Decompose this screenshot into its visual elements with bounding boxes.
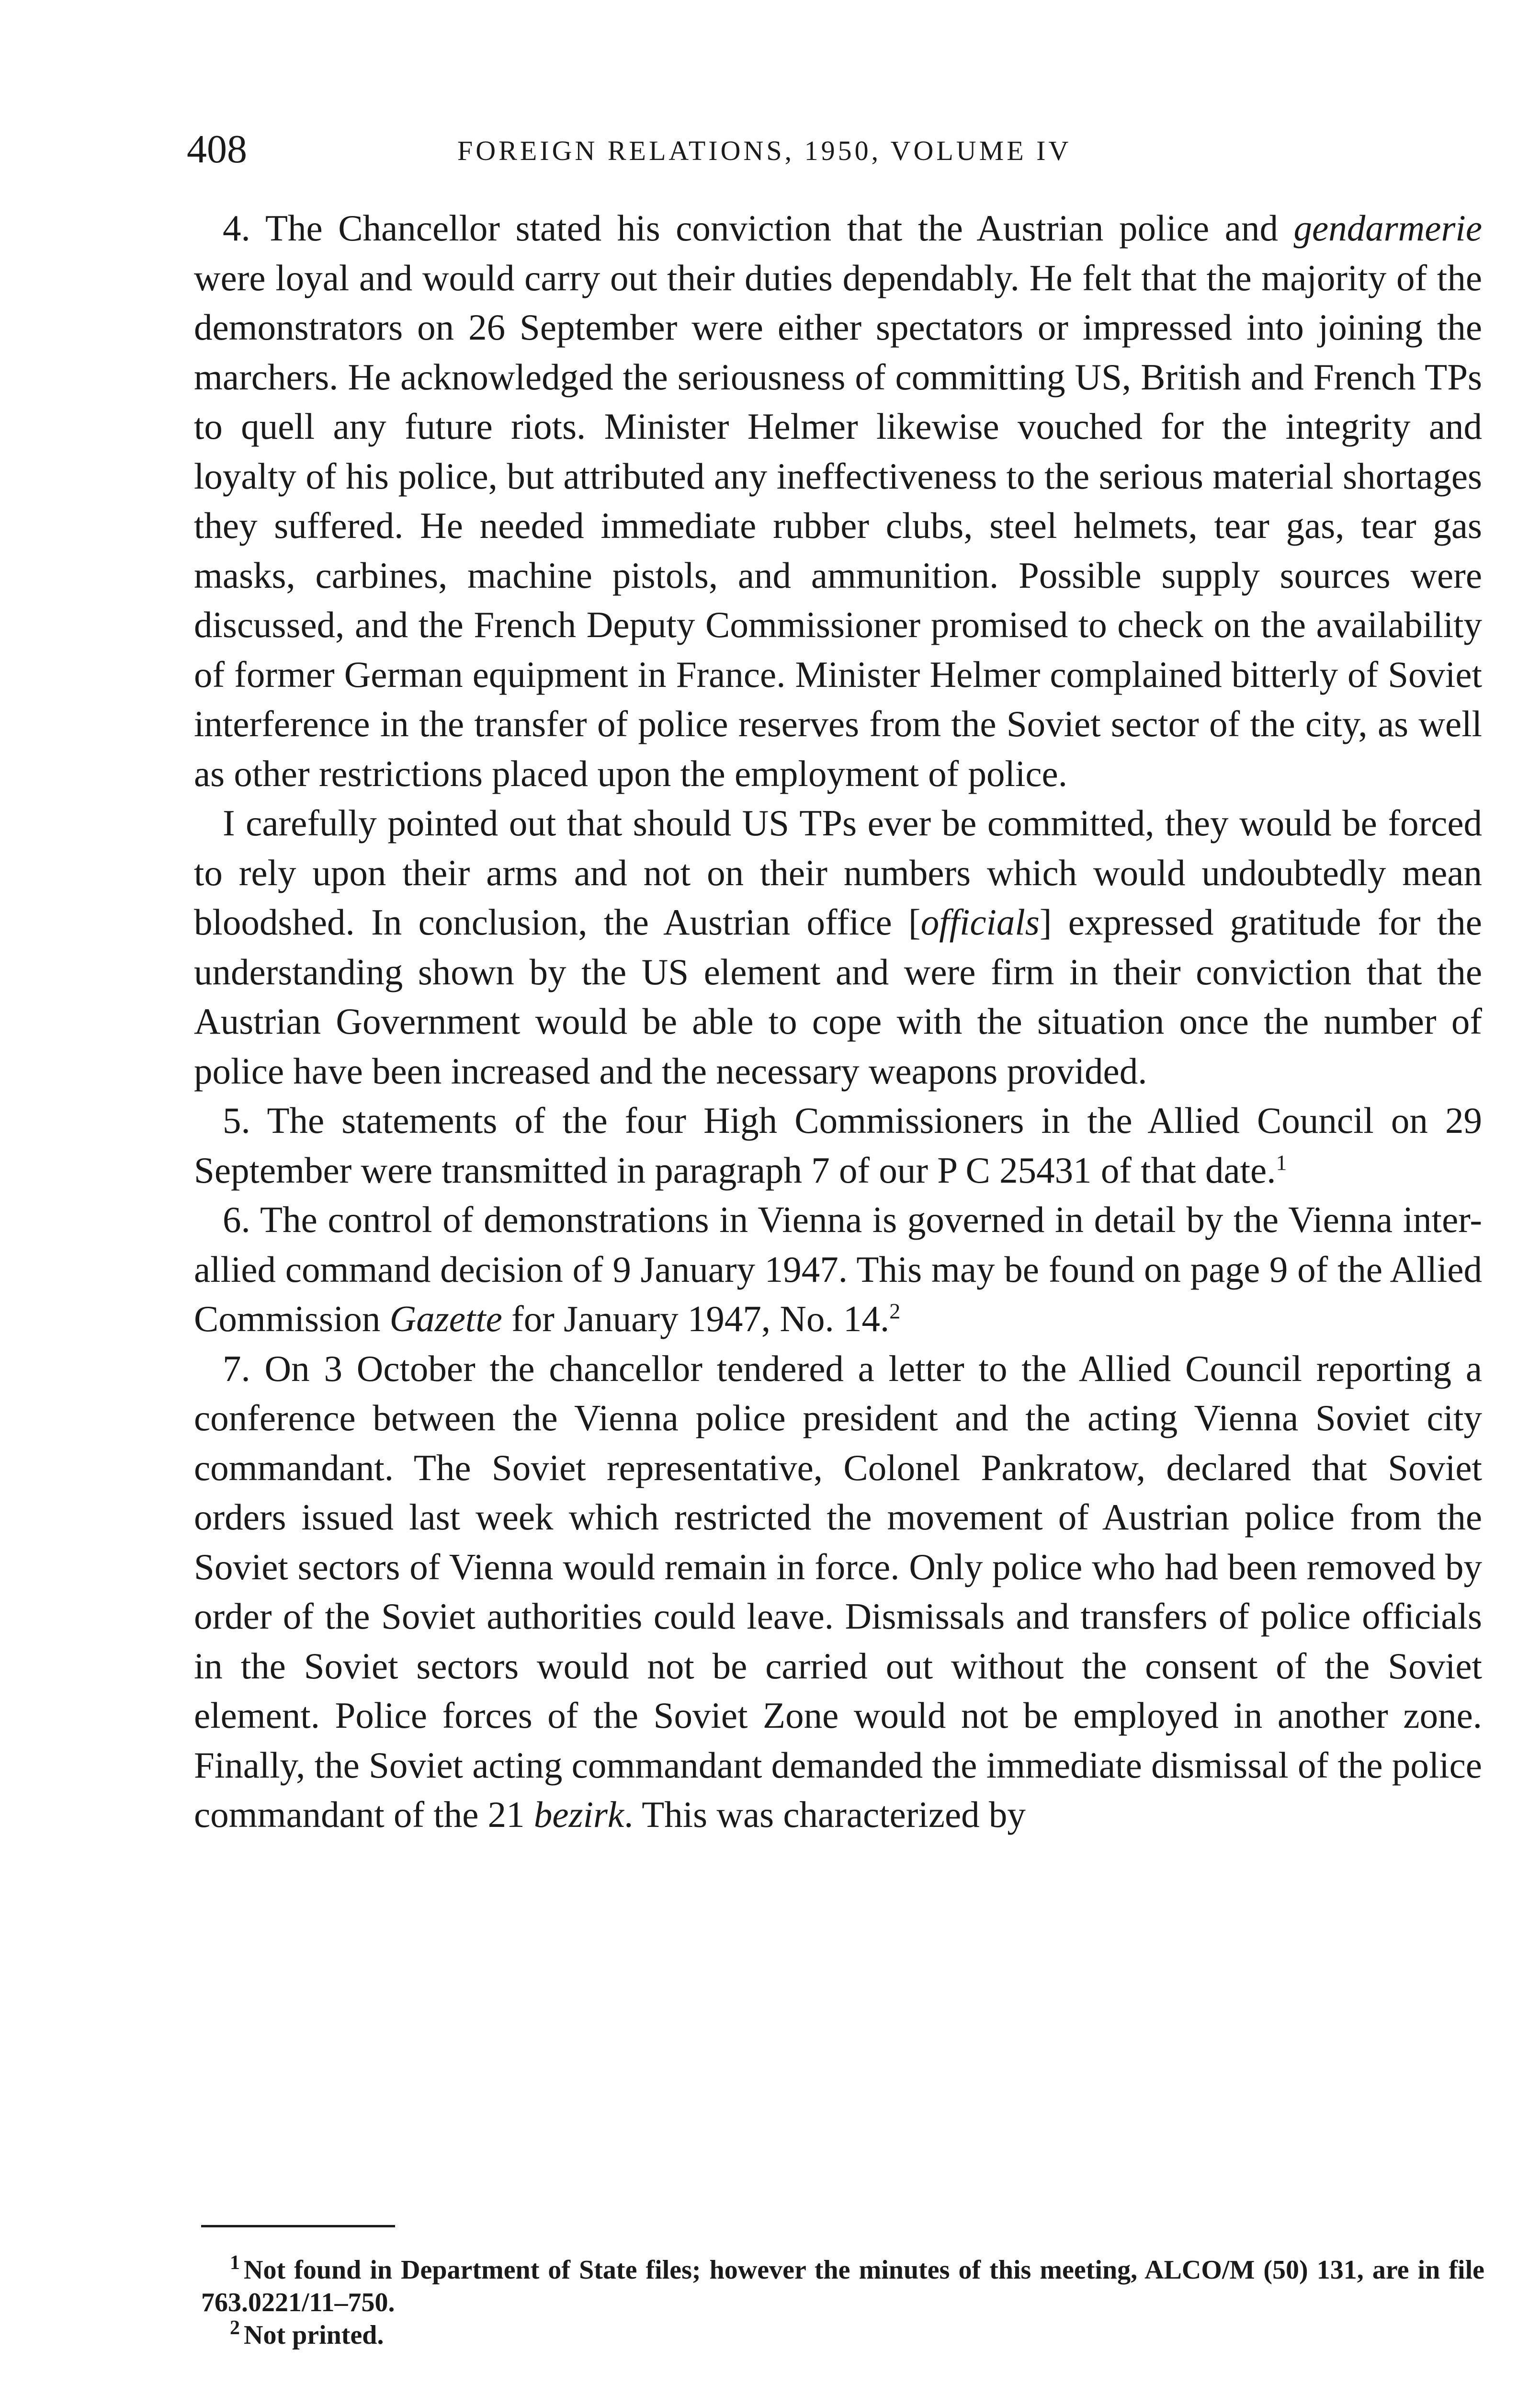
footnote-divider xyxy=(201,2225,395,2227)
footnote-reference[interactable]: 2 xyxy=(889,1299,901,1323)
italic-term: bezirk xyxy=(533,1794,624,1835)
footnote-2: $^2$ Not printed. xyxy=(230,2317,384,2350)
footnote-1: $^1$ Not found in Department of State files; however the minutes of this meeting, ALCO/M (50) 131, are in file 763.0221/11–750. xyxy=(201,2252,1484,2317)
paragraph-7: 7. On 3 October the chancellor tendered a letter to the Allied Council reporting a conference between the Vienna police president and the acting Vienna Soviet city commandant. The Soviet representative, Colonel Pankratow, declared that Soviet orders issued last week which restricted the movement of Austrian police from the Soviet sectors of Vienna would remain in force. Only police who had been removed by order of the Soviet authorities could leave. Dismissals and transfers of police officials in the Soviet sectors would not be carried out without the consent of the Soviet element. Police forces of the Soviet Zone would not be employed in another zone. Finally, the Soviet acting commandant demanded the immediate dismissal of the police commandant of the 21 bezirk. This was characterized by xyxy=(194,1347,1482,1835)
italic-term: Gazette xyxy=(389,1298,502,1339)
italic-term: gendarmerie xyxy=(1293,207,1482,249)
body-text xyxy=(194,204,1482,1840)
italic-term: officials xyxy=(920,901,1040,943)
paragraph-4-continued: I carefully pointed out that should US TPs ever be committed, they would be forced to rely upon their arms and not on their numbers which would undoubtedly mean bloodshed. In conclusion, the Austrian office [officials] expressed gratitude for the understanding shown by the US element and were firm in their conviction that the Austrian Government would be able to cope with the situation once the number of police have been increased and the necessary weapons provided. xyxy=(194,802,1482,1092)
footnotes xyxy=(201,2254,1484,2351)
paragraph-6: 6. The control of demonstrations in Vienna is governed in detail by the Vienna inter-allied command decision of 9 January 1947. This may be found on page 9 of the Allied Commission Gazette for January 1947, No. 14.$^2$ xyxy=(194,1199,1482,1339)
running-head: FOREIGN RELATIONS, 1950, VOLUME IV xyxy=(457,135,1072,166)
paragraph-4: 4. The Chancellor stated his conviction that the Austrian police and gendarmerie were loyal and would carry out their duties dependably. He felt that the majority of the demonstrators on 26 September were either spectators or impressed into joining the marchers. He acknowledged the seriousness of committing US, British and French TPs to quell any future riots. Minister Helmer likewise vouched for the integrity and loyalty of his police, but attributed any ineffectiveness to the serious material shortages they suffered. He needed immediate rubber clubs, steel helmets, tear gas, tear gas masks, carbines, machine pistols, and ammunition. Possible supply sources were discussed, and the French Deputy Commissioner promised to check on the availability of former German equipment in France. Minister Helmer complained bitterly of Soviet interference in the transfer of police reserves from the Soviet sector of the city, as well as other restrictions placed upon the employment of police. xyxy=(194,207,1482,794)
footnote-reference[interactable]: 1 xyxy=(1276,1150,1287,1175)
footnote-marker: 2 xyxy=(230,2317,240,2339)
page-number: 408 xyxy=(187,127,247,171)
page-header xyxy=(187,125,1355,173)
footnote-marker: 1 xyxy=(230,2252,240,2274)
paragraph-5: 5. The statements of the four High Commissioners in the Allied Council on 29 September were transmitted in paragraph 7 of our P C 25431 of that date.$^1$ xyxy=(194,1100,1482,1191)
